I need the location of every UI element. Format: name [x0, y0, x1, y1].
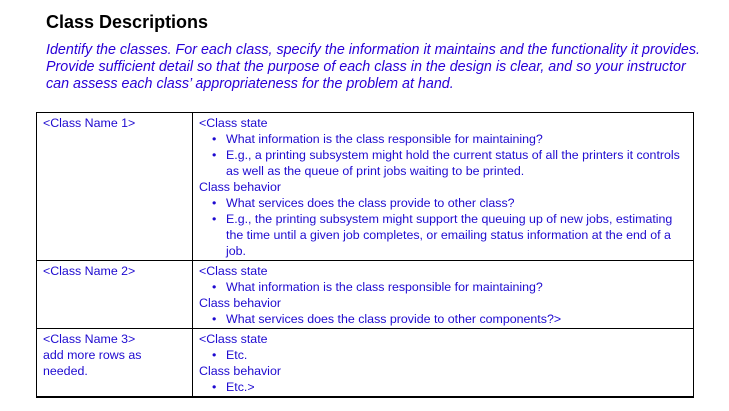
state-item: [212, 147, 687, 179]
instructions-text: Identify the classes. For each class, specify the information it maintains and the functionality it provides. Provide sufficient detail so that the purpose of each class in the design is clear, and so your instructor can assess each class’ appropriateness for the problem at hand.: [46, 42, 701, 92]
bullet-text: What information is the class responsible for maintaining?: [226, 132, 543, 146]
state-item-list: [199, 347, 687, 363]
state-item: [212, 131, 687, 147]
state-item-list: [199, 131, 687, 179]
bullet-text: E.g., the printing subsystem might support the queuing up of new jobs, estimating the time until a given job completes, or emailing status information at the end of a job.: [226, 212, 673, 258]
bullet-icon: •: [212, 148, 217, 162]
bullet-text: What services does the class provide to other class?: [226, 196, 515, 210]
class-row-3: [37, 329, 694, 398]
bullet-text: What services does the class provide to other components?>: [226, 312, 562, 326]
bullet-text: Etc.>: [226, 380, 255, 394]
behavior-item-list: [199, 195, 687, 259]
class-descriptions-table: [36, 112, 694, 398]
bullet-icon: •: [212, 312, 217, 326]
class-name-note: needed.: [43, 364, 88, 378]
class-name-cell: [37, 329, 193, 398]
class-row-2: [37, 261, 694, 329]
class-behavior-label: Class behavior: [199, 364, 281, 378]
bullet-icon: •: [212, 380, 217, 394]
class-state-label: <Class state: [199, 116, 268, 130]
bullet-icon: •: [212, 196, 217, 210]
class-description-cell: [193, 113, 694, 261]
state-item: [212, 279, 687, 295]
behavior-item: [212, 311, 687, 327]
section-heading: Class Descriptions: [46, 12, 209, 32]
class-name-cell: [37, 113, 193, 261]
class-name-cell: [37, 261, 193, 329]
class-description-cell: [193, 329, 694, 398]
bullet-icon: •: [212, 348, 217, 362]
behavior-item: [212, 211, 687, 259]
class-name: <Class Name 3>: [43, 332, 136, 346]
class-behavior-label: Class behavior: [199, 180, 281, 194]
behavior-item-list: [199, 379, 687, 395]
bullet-icon: •: [212, 212, 217, 226]
state-item-list: [199, 279, 687, 295]
state-item: [212, 347, 687, 363]
bullet-icon: •: [212, 280, 217, 294]
bullet-text: Etc.: [226, 348, 248, 362]
bullet-text: What information is the class responsible for maintaining?: [226, 280, 543, 294]
behavior-item-list: [199, 311, 687, 327]
class-description-cell: [193, 261, 694, 329]
class-name: <Class Name 2>: [43, 264, 136, 278]
table-body: [37, 113, 694, 398]
class-state-label: <Class state: [199, 332, 268, 346]
bullet-icon: •: [212, 132, 217, 146]
class-row-1: [37, 113, 694, 261]
behavior-item: [212, 379, 687, 395]
behavior-item: [212, 195, 687, 211]
class-state-label: <Class state: [199, 264, 268, 278]
class-name-note: add more rows as: [43, 348, 142, 362]
class-behavior-label: Class behavior: [199, 296, 281, 310]
bullet-text: E.g., a printing subsystem might hold the current status of all the printers it controls as well as the queue of print jobs waiting to be printed.: [226, 148, 680, 178]
class-name: <Class Name 1>: [43, 116, 136, 130]
